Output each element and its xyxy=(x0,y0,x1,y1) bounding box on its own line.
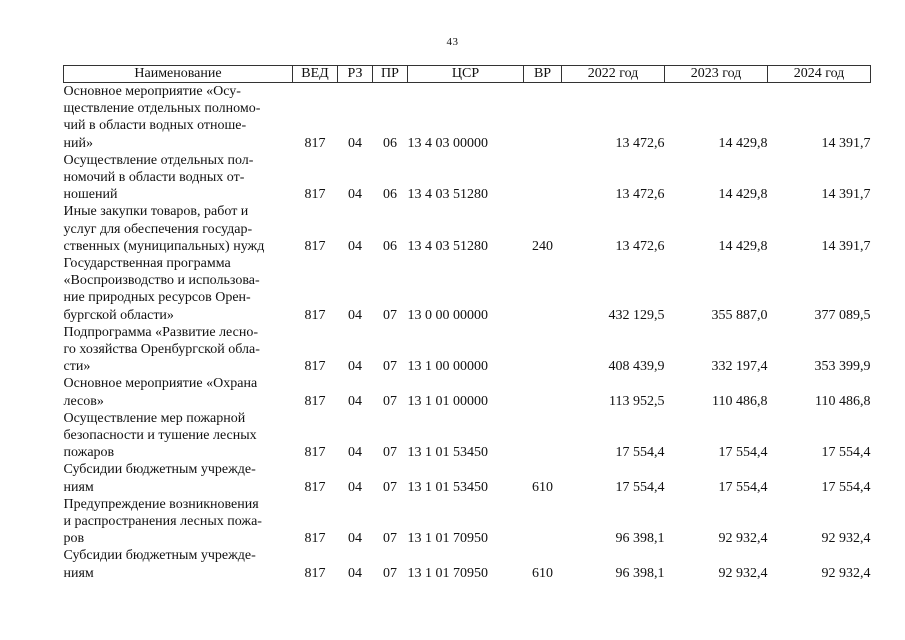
row-2022-cell: 17 554,4 xyxy=(615,445,665,461)
row-pr-cell: 06 xyxy=(383,187,397,203)
row-ved-cell: 817 xyxy=(304,135,326,151)
table-row xyxy=(64,83,871,152)
row-name-line: ние природных ресурсов Орен- xyxy=(63,290,251,306)
row-rz-cell: 04 xyxy=(348,238,362,254)
row-name-cell xyxy=(64,461,293,495)
row-name-line: Субсидии бюджетным учрежде- xyxy=(63,462,256,478)
row-vr-cell xyxy=(524,152,562,204)
table-body xyxy=(64,83,871,582)
row-pr-cell: 07 xyxy=(383,359,397,375)
row-2022-cell: 17 554,4 xyxy=(615,479,665,495)
row-vr-cell: 610 xyxy=(532,565,553,581)
header-ved: ВЕД xyxy=(293,66,338,83)
row-ved-cell: 817 xyxy=(304,359,326,375)
row-2022-cell: 13 472,6 xyxy=(615,238,665,254)
row-rz-cell: 04 xyxy=(348,187,362,203)
row-name-cell xyxy=(64,255,293,324)
row-vr-cell: 240 xyxy=(532,238,553,254)
row-csr-cell: 13 4 03 51280 xyxy=(407,238,488,254)
row-name-line: номочий в области водных от- xyxy=(63,170,245,186)
row-2024-cell: 14 391,7 xyxy=(821,187,871,203)
row-csr-cell: 13 0 00 00000 xyxy=(407,307,488,323)
row-name-line: Основное мероприятие «Охрана xyxy=(63,376,258,392)
row-name-line: ственных (муниципальных) нужд xyxy=(63,238,265,254)
row-csr-cell: 13 1 01 53450 xyxy=(407,445,488,461)
header-2024: 2024 год xyxy=(768,66,871,83)
row-pr-cell: 07 xyxy=(383,531,397,547)
row-name-line: ношений xyxy=(63,187,118,203)
table-row xyxy=(64,203,871,255)
row-ved-cell: 817 xyxy=(304,238,326,254)
table-header-row xyxy=(64,66,871,83)
row-2024-cell: 92 932,4 xyxy=(821,565,871,581)
header-csr: ЦСР xyxy=(408,66,524,83)
row-2023-cell: 92 932,4 xyxy=(718,565,768,581)
row-name-line: чий в области водных отноше- xyxy=(63,118,247,134)
row-csr-cell: 13 4 03 51280 xyxy=(407,187,488,203)
row-name-cell xyxy=(64,203,293,255)
row-name-line: ниям xyxy=(63,565,94,581)
row-pr-cell: 06 xyxy=(383,238,397,254)
row-ved-cell: 817 xyxy=(304,187,326,203)
row-name-line: бургской области» xyxy=(63,307,174,323)
row-rz-cell: 04 xyxy=(348,445,362,461)
row-2023-cell: 110 486,8 xyxy=(712,393,768,409)
header-vr: ВР xyxy=(524,66,562,83)
row-2022-cell: 13 472,6 xyxy=(615,187,665,203)
header-pr: ПР xyxy=(373,66,408,83)
row-name-line: лесов» xyxy=(63,393,104,409)
row-name-line: Осуществление мер пожарной xyxy=(63,410,246,426)
row-name-line: безопасности и тушение лесных xyxy=(63,428,257,444)
row-2024-cell: 92 932,4 xyxy=(821,531,871,547)
row-name-line: ний» xyxy=(63,135,93,151)
row-2022-cell: 96 398,1 xyxy=(615,565,665,581)
table-row xyxy=(64,547,871,581)
row-vr-cell: 610 xyxy=(532,479,553,495)
row-2023-cell: 14 429,8 xyxy=(718,238,768,254)
table-row xyxy=(64,410,871,462)
row-2023-cell: 14 429,8 xyxy=(718,135,768,151)
row-name-line: Основное мероприятие «Осу- xyxy=(63,84,241,99)
row-name-cell xyxy=(64,496,293,548)
row-2024-cell: 14 391,7 xyxy=(821,238,871,254)
row-pr-cell: 07 xyxy=(383,393,397,409)
budget-table xyxy=(63,65,871,582)
row-name-line: Субсидии бюджетным учрежде- xyxy=(63,548,256,564)
row-2024-cell: 377 089,5 xyxy=(814,307,871,323)
row-rz-cell: 04 xyxy=(348,531,362,547)
table-row xyxy=(64,496,871,548)
row-2024-cell: 110 486,8 xyxy=(815,393,871,409)
row-vr-cell xyxy=(524,83,562,152)
row-vr-cell xyxy=(524,496,562,548)
table-row xyxy=(64,255,871,324)
row-name-line: Предупреждение возникновения xyxy=(63,496,259,512)
row-rz-cell: 04 xyxy=(348,307,362,323)
row-2023-cell: 332 197,4 xyxy=(711,359,768,375)
row-name-line: Государственная программа xyxy=(63,256,231,272)
row-csr-cell: 13 4 03 00000 xyxy=(407,135,488,151)
table-row xyxy=(64,375,871,409)
row-name-cell xyxy=(64,83,293,152)
row-2024-cell: 17 554,4 xyxy=(821,445,871,461)
row-rz-cell: 04 xyxy=(348,393,362,409)
row-name-line: «Воспроизводство и использова- xyxy=(63,273,260,289)
row-2022-cell: 96 398,1 xyxy=(615,531,665,547)
row-name-line: пожаров xyxy=(63,445,115,461)
row-pr-cell: 06 xyxy=(383,135,397,151)
row-name-cell xyxy=(64,410,293,462)
row-2023-cell: 14 429,8 xyxy=(718,187,768,203)
header-2022: 2022 год xyxy=(562,66,665,83)
table-row xyxy=(64,461,871,495)
row-vr-cell xyxy=(524,375,562,409)
row-csr-cell: 13 1 00 00000 xyxy=(407,359,488,375)
table-row xyxy=(64,324,871,376)
row-pr-cell: 07 xyxy=(383,307,397,323)
row-2024-cell: 353 399,9 xyxy=(814,359,871,375)
row-name-line: го хозяйства Оренбургской обла- xyxy=(63,342,260,358)
row-rz-cell: 04 xyxy=(348,135,362,151)
row-rz-cell: 04 xyxy=(348,479,362,495)
row-vr-cell xyxy=(524,410,562,462)
row-name-cell xyxy=(64,547,293,581)
row-name-line: Осуществление отдельных пол- xyxy=(63,152,254,168)
header-name: Наименование xyxy=(64,66,293,83)
header-rz: РЗ xyxy=(338,66,373,83)
row-pr-cell: 07 xyxy=(383,565,397,581)
row-vr-cell xyxy=(524,255,562,324)
row-rz-cell: 04 xyxy=(348,565,362,581)
row-2023-cell: 17 554,4 xyxy=(718,479,768,495)
row-name-line: сти» xyxy=(63,359,91,375)
row-ved-cell: 817 xyxy=(304,479,326,495)
row-vr-cell xyxy=(524,324,562,376)
row-name-cell xyxy=(64,152,293,204)
row-pr-cell: 07 xyxy=(383,445,397,461)
row-2022-cell: 432 129,5 xyxy=(608,307,665,323)
row-csr-cell: 13 1 01 70950 xyxy=(407,531,488,547)
row-name-line: и распространения лесных пожа- xyxy=(63,514,262,530)
row-ved-cell: 817 xyxy=(304,307,326,323)
row-2024-cell: 14 391,7 xyxy=(821,135,871,151)
row-2022-cell: 13 472,6 xyxy=(615,135,665,151)
row-name-line: ров xyxy=(63,531,85,547)
row-2022-cell: 408 439,9 xyxy=(608,359,665,375)
row-ved-cell: 817 xyxy=(304,531,326,547)
row-ved-cell: 817 xyxy=(304,565,326,581)
row-rz-cell: 04 xyxy=(348,359,362,375)
table-row xyxy=(64,152,871,204)
row-2024-cell: 17 554,4 xyxy=(821,479,871,495)
row-2023-cell: 355 887,0 xyxy=(711,307,768,323)
row-csr-cell: 13 1 01 53450 xyxy=(407,479,488,495)
row-name-cell xyxy=(64,324,293,376)
header-2023: 2023 год xyxy=(665,66,768,83)
row-2023-cell: 17 554,4 xyxy=(718,445,768,461)
row-name-line: Иные закупки товаров, работ и xyxy=(63,204,249,220)
row-ved-cell: 817 xyxy=(304,445,326,461)
page-number: 43 xyxy=(446,36,459,48)
row-2023-cell: 92 932,4 xyxy=(718,531,768,547)
row-name-line: Подпрограмма «Развитие лесно- xyxy=(63,324,258,340)
row-ved-cell: 817 xyxy=(304,393,326,409)
row-pr-cell: 07 xyxy=(383,479,397,495)
row-name-line: услуг для обеспечения государ- xyxy=(63,221,253,237)
row-name-cell xyxy=(64,375,293,409)
row-2022-cell: 113 952,5 xyxy=(609,393,665,409)
row-csr-cell: 13 1 01 00000 xyxy=(407,393,488,409)
row-name-line: ществление отдельных полномо- xyxy=(63,101,261,117)
row-csr-cell: 13 1 01 70950 xyxy=(407,565,488,581)
row-name-line: ниям xyxy=(63,479,94,495)
